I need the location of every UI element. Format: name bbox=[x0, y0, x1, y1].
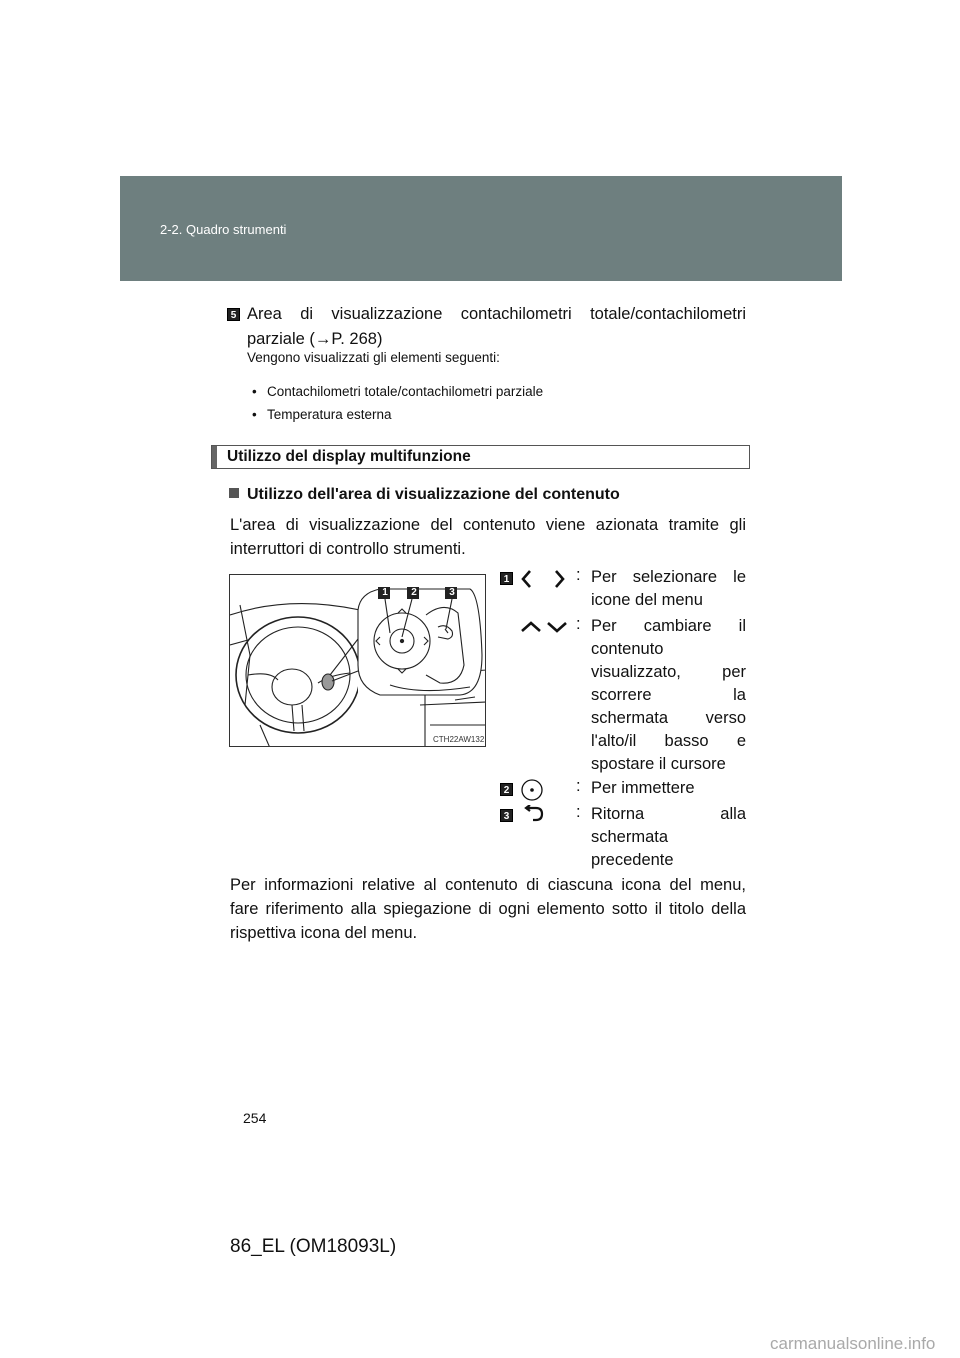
section-heading-box bbox=[211, 445, 750, 469]
legend-number-badge: 2 bbox=[500, 783, 513, 796]
header-band bbox=[120, 176, 842, 281]
chapter-heading: 2-2. Quadro strumenti bbox=[160, 222, 287, 237]
paragraph-line: Per informazioni relative al contenuto di ciascuna icona del menu, bbox=[230, 876, 746, 894]
subsection-title: Utilizzo dell'area di visualizzazione del contenuto bbox=[247, 486, 620, 503]
legend-colon: : bbox=[576, 777, 581, 795]
callout-label-3: 3 bbox=[449, 587, 455, 598]
legend-number-badge: 1 bbox=[500, 572, 513, 585]
item-number-badge: 5 bbox=[227, 308, 240, 321]
paragraph-line: fare riferimento alla spiegazione di ogni elemento sotto il titolo della bbox=[230, 900, 746, 918]
paragraph-line: interruttori di controllo strumenti. bbox=[230, 540, 466, 558]
closing-paragraph bbox=[230, 873, 746, 945]
enter-dot-icon bbox=[520, 778, 544, 807]
square-bullet-icon bbox=[229, 488, 239, 498]
callout-label-2: 2 bbox=[411, 587, 417, 598]
subsection-paragraph bbox=[230, 513, 746, 561]
item-5-block bbox=[230, 302, 746, 352]
section-heading-accent bbox=[212, 446, 217, 468]
up-down-chevrons-icon bbox=[520, 620, 568, 639]
left-right-chevrons-icon bbox=[520, 569, 568, 594]
legend-colon: : bbox=[576, 566, 581, 584]
legend-description: Per cambiare il contenuto visualizzato, per scorrere la schermata verso l'alto/il basso e spostare il cursore bbox=[591, 617, 746, 773]
paragraph-line: rispettiva icona del menu. bbox=[230, 924, 418, 942]
section-title: Utilizzo del display multifunzione bbox=[227, 448, 471, 465]
bullet-item: • Temperatura esterna bbox=[252, 407, 392, 422]
legend-description: Per selezionare le icone del menu bbox=[591, 568, 746, 609]
figure-caption: CTH22AW132 bbox=[433, 735, 485, 744]
steering-wheel-drawing bbox=[230, 575, 486, 747]
bullet-list bbox=[252, 380, 543, 426]
item-5-line-2: parziale (→P. 268) bbox=[247, 330, 383, 348]
return-arrow-icon bbox=[524, 805, 546, 830]
legend-colon: : bbox=[576, 615, 581, 633]
callout-label-1: 1 bbox=[382, 587, 388, 598]
legend-description: Per immettere bbox=[591, 779, 695, 797]
legend-colon: : bbox=[576, 803, 581, 821]
item-5-intro: Vengono visualizzati gli elementi seguenti: bbox=[247, 350, 500, 365]
bullet-item: • Contachilometri totale/contachilometri parziale bbox=[252, 384, 544, 399]
page-number: 254 bbox=[243, 1110, 267, 1126]
subsection-heading bbox=[229, 486, 620, 504]
steering-wheel-illustration bbox=[229, 574, 486, 747]
item-5-line-1: Area di visualizzazione contachilometri totale/contachilometri bbox=[247, 305, 746, 323]
paragraph-line: L'area di visualizzazione del contenuto viene azionata tramite gli bbox=[230, 516, 746, 534]
legend-number-badge: 3 bbox=[500, 809, 513, 822]
item-5-text bbox=[230, 302, 746, 352]
manual-code: 86_EL (OM18093L) bbox=[230, 1236, 397, 1257]
watermark: carmanualsonline.info bbox=[770, 1334, 936, 1353]
legend-description: Ritorna alla schermata precedente bbox=[591, 805, 746, 869]
